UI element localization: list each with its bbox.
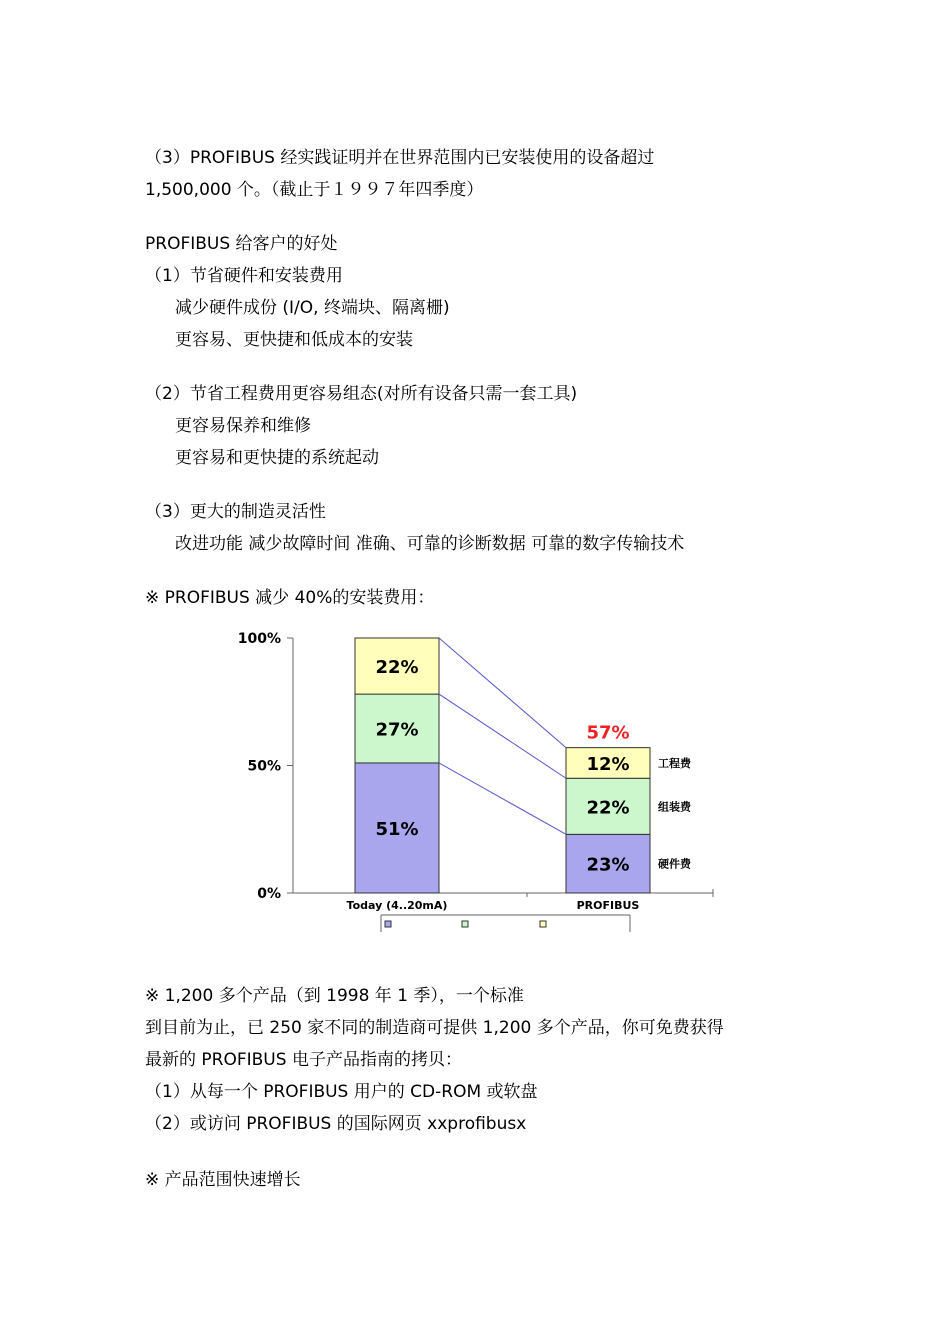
x-tick-label: PROFIBUS	[576, 899, 640, 912]
bar-data-label: 27%	[375, 719, 419, 741]
paragraph-2-item-2: （2）或访问 PROFIBUS 的国际网页 xxprofibusx	[145, 1114, 527, 1134]
paragraph-2-item-1: （1）从每一个 PROFIBUS 用户的 CD-ROM 或软盘	[145, 1082, 538, 1102]
series-name-label: 硬件费	[658, 857, 691, 871]
legend-swatch	[540, 921, 546, 927]
bar-data-label: 12%	[586, 753, 630, 775]
connector-line	[439, 638, 566, 748]
benefit-2-item-2: 更容易和更快捷的系统起动	[175, 448, 379, 468]
bar-data-label: 22%	[586, 797, 630, 819]
note-products: ※ 1,200 多个产品（到 1998 年 1 季），一个标准	[145, 986, 524, 1006]
paragraph-2-line-2: 最新的 PROFIBUS 电子产品指南的拷贝：	[145, 1050, 462, 1070]
paragraph-2-line-1: 到目前为止，已 250 家不同的制造商可提供 1,200 多个产品，你可免费获得	[145, 1018, 724, 1038]
note-product-growth: ※ 产品范围快速增长	[145, 1170, 301, 1190]
benefit-1-item-1: 减少硬件成份 (I/O, 终端块、隔离栅)	[175, 298, 450, 318]
note-install-cost: ※ PROFIBUS 减少 40%的安装费用：	[145, 588, 435, 608]
bar-data-label: 23%	[586, 854, 630, 876]
total-label: 57%	[586, 722, 630, 744]
benefit-2-item-1: 更容易保养和维修	[175, 416, 311, 436]
benefit-2-title: （2）节省工程费用更容易组态(对所有设备只需一套工具)	[145, 384, 578, 404]
series-name-label: 工程费	[658, 756, 691, 770]
y-tick-label: 100%	[237, 631, 281, 647]
cost-chart	[225, 622, 725, 937]
legend-swatch	[385, 921, 391, 927]
x-tick-label: Today (4..20mA)	[346, 899, 448, 912]
connector-line	[439, 763, 566, 834]
series-name-label: 组装费	[658, 800, 691, 814]
benefits-title: PROFIBUS 给客户的好处	[145, 234, 338, 254]
bar-data-label: 51%	[375, 818, 419, 840]
y-tick-label: 50%	[247, 758, 281, 775]
paragraph-1-line-1: （3）PROFIBUS 经实践证明并在世界范围内已安装使用的设备超过	[145, 148, 655, 168]
paragraph-1-line-2: 1,500,000 个。（截止于１９９７年四季度）	[145, 180, 484, 200]
connector-line	[439, 694, 566, 778]
benefit-3-item-1: 改进功能 减少故障时间 准确、可靠的诊断数据 可靠的数字传输技术	[175, 534, 685, 554]
benefit-1-title: （1）节省硬件和安装费用	[145, 266, 343, 286]
benefit-1-item-2: 更容易、更快捷和低成本的安装	[175, 330, 413, 350]
benefit-3-title: （3）更大的制造灵活性	[145, 502, 326, 522]
legend-swatch	[462, 921, 468, 927]
bar-data-label: 22%	[375, 657, 419, 679]
y-tick-label: 0%	[257, 886, 281, 902]
